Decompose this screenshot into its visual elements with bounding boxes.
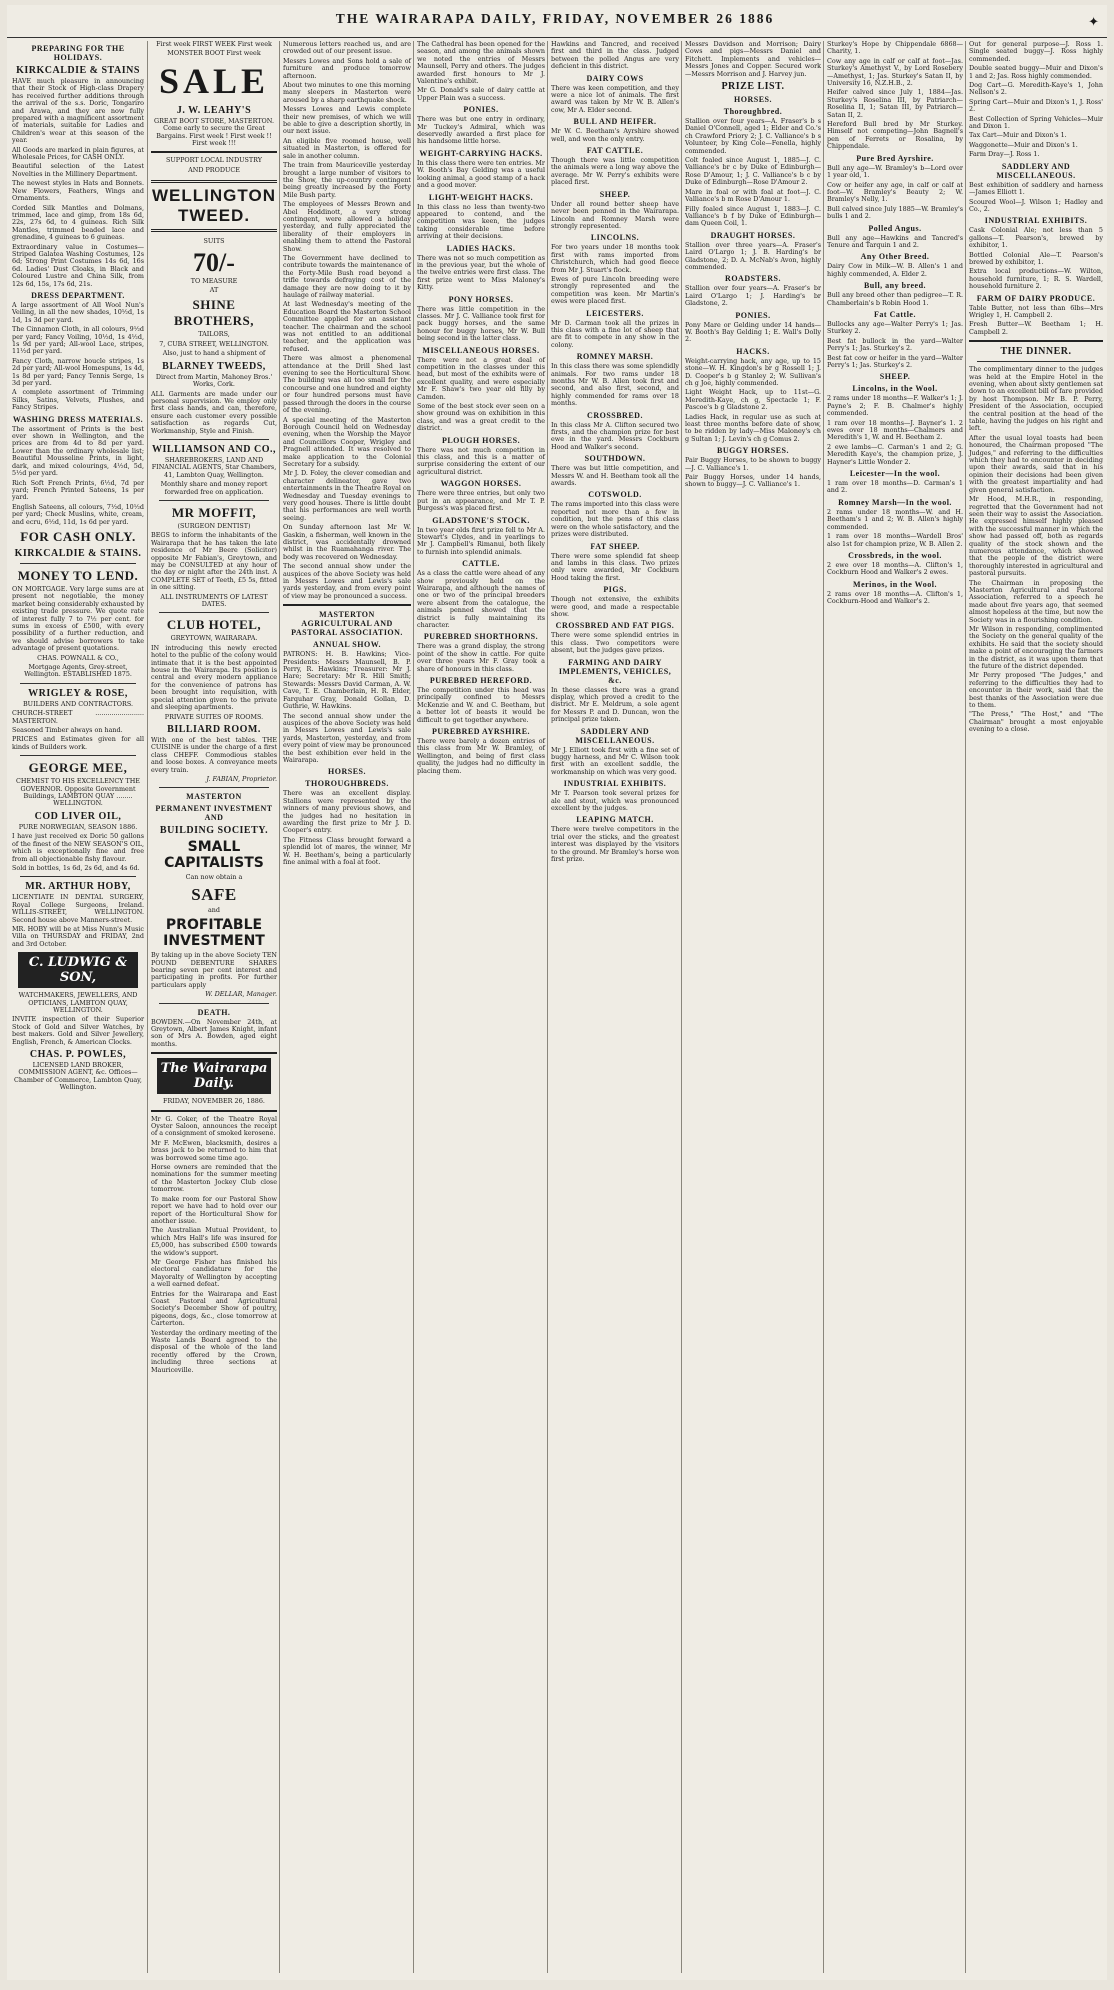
garments-para: ALL Garments are made under our personal supervision. We employ only first class hands, and can, therefore, ensure each customer every possible satisfaction as regards Cut, Workmanship, Style and Finish. <box>151 389 277 435</box>
col5-para-5: Under all round better sheep have never been penned in the Wairarapa. Lincoln and Romney Marsh were strongly represented. <box>551 199 679 230</box>
col8-para-22: "The Press," "The Host," and "The Chairman" brought a most enjoyable evening to a close. <box>969 710 1103 734</box>
wrigley-heading: WRIGLEY & ROSE, <box>28 687 128 699</box>
col8-para-1: Out for general purpose—J. Ross 1. Single seated buggy—J. Ross highly commended. <box>969 41 1103 63</box>
col3-para-1: Numerous letters reached us, and are crowded out of our present issue. <box>283 41 411 56</box>
pony-horses-heading: PONY HORSES. <box>448 294 514 304</box>
billiard-heading: BILLIARD ROOM. <box>167 723 261 735</box>
col7-para-18: 2 rams under 18 months—W. and H. Beetham's 1 and 2; W. B. Allen's highly commended. <box>827 507 963 531</box>
pigs-heading: PIGS. <box>603 585 627 595</box>
col8-para-3: Dog Cart—G. Meredith-Kaye's 1, John Nellson's 2. <box>969 81 1103 97</box>
col6-para-4: Mare in foal or with foal at foot—J. C. Valliance's b m Rose D'Amour 1. <box>685 187 821 204</box>
williamson-para-2: Monthly share and money report forwarded free on application. <box>160 480 268 496</box>
lightweight-hacks-heading: LIGHT-WEIGHT HACKS. <box>428 192 534 202</box>
col8-para-5: Best Collection of Spring Vehicles—Muir and Dixon 1. <box>969 114 1103 131</box>
leaping-heading: LEAPING MATCH. <box>576 815 654 825</box>
col5-para-8: Mr D. Carman took all the prizes in this class with a fine lot of sheep that are fit to compete in any show in the colony. <box>551 318 679 349</box>
bull-heifer-heading: BULL AND HEIFER. <box>573 117 657 127</box>
col3-para-7: The employees of Messrs Brown and Abel Hoddinott, a very strong contingent, were allowed a holiday yesterday, and fully appreciated the liberality of their employers in enabling them to attend the Pastoral Show. <box>283 200 411 253</box>
hoby-heading: MR. ARTHUR HOBY, <box>25 881 131 893</box>
col7-para-11: Bullocks any age—Walter Perry's 1; Jas. Sturkey 2. <box>827 319 963 336</box>
col7-para-10: Bull any breed other than pedigree—T. R. Chamberlain's b Robin Hood 1. <box>827 291 963 307</box>
col4-para-6: In this class no less than twenty-two appeared to contend, and the competition was keen, the judges taking considerable time before arriving at their decisions. <box>417 202 545 241</box>
blarney-para: Direct from Martin, Mahoney Bros.' Works, Cork. <box>155 372 273 389</box>
ayrshire-heading: PUREBRED AYRSHIRE. <box>431 727 531 737</box>
news-para-2: Mr F. McEwen, blacksmith, desires a brass jack to be returned to him that was borrowed some time ago. <box>151 1138 277 1162</box>
col7-para-6: Cow or heifer any age, in calf or calf at foot—W. Bramley's Beauty 2; W. Bramley's Nelly, 1. <box>827 180 963 204</box>
masthead <box>7 5 1107 38</box>
col5-para-11: There was but little competition, and Messrs W. and H. Beetham took all the awards. <box>551 464 679 488</box>
news-para-7: Entries for the Wairarapa and East Coast Pastoral and Agricultural Society's December Show of poultry, pigeons, dogs, &c., close tomorrow at Carterton. <box>151 1289 277 1328</box>
col3-para-15: PATRONS: H. B. Hawkins; Vice-Presidents: Messrs Maunsell, B. P. Perry, R. Hawkins; Treasurer: Mr J. Hare; Secretary: Mr R. Hill Smith; Stewards: Messrs David Carman, A. W. Cave, T. E. Chamberlain, H. R. Elder, Farquhar Gray, Donald Gollan, D. Guthrie, W. Hawkins. <box>283 650 411 711</box>
col6-para-10: Light Weight Hack, up to 11st—G. Meredith-Kaye, ch g, Spectacle 1; F. Pascoe's b g Gladstone 2. <box>685 388 821 412</box>
col8-para-4: Spring Cart—Muir and Dixon's 1, J. Ross' 2. <box>969 97 1103 114</box>
col8-para-13: Extra local productions—W. Wilton, household furniture, 1; R. S. Wardell, household furniture 2. <box>969 267 1103 291</box>
horses-heading: HORSES. <box>328 767 366 777</box>
prize-fat-cattle-heading: Fat Cattle. <box>874 309 916 319</box>
boot-sale-row-1: First week FIRST WEEK First week <box>156 41 272 48</box>
prize-lincolns-heading: Lincolns, in the Wool. <box>852 384 938 394</box>
cod-liver-heading: COD LIVER OIL, <box>34 810 122 822</box>
col5-para-17: Mr J. Elliott took first with a fine set of buggy harness, and Mr C. Wilson took first with an excellent saddle, the workmanship on which was very good. <box>551 745 679 776</box>
col3-para-2: Messrs Lowes and Sons hold a sale of furniture and produce tomorrow afternoon. <box>283 56 411 80</box>
blarney-heading: BLARNEY TWEEDS, <box>162 360 266 372</box>
col3-para-9: At last Wednesday's meeting of the Education Board the Masterton School Committee applied for an assistant teacher. The chairman and the school was not entitled to an additional teacher, and the application was refused. <box>283 300 411 353</box>
col4-para-12: There were three entries, but only two put in an appearance, and Mr T. P. Burgess's was placed first. <box>417 489 545 513</box>
prize-crossbreds-heading: Crossbreds, in the wool. <box>848 550 942 560</box>
col7-para-1: Sturkey's Hope by Chippendale 6868—Charity, 1. <box>827 41 963 56</box>
leicesters-heading: LEICESTERS. <box>586 308 644 318</box>
suits-label: SUITS <box>203 237 225 246</box>
column-4-show-report <box>413 41 548 1973</box>
col5-para-12: The rams imported into this class were reported not more than a few in condition, but the pens of this class were on the whole satisfactory, and the prizes were distributed. <box>551 500 679 539</box>
col8-para-2: Double seated buggy—Muir and Dixon's 1 and 2; Jas. Ross highly commended. <box>969 64 1103 80</box>
col6-para-13: Pair Buggy Horses, under 14 hands, shown to buggy—J. C. Valliance's 1. <box>685 473 821 489</box>
industrial-heading: INDUSTRIAL EXHIBITS. <box>563 779 667 789</box>
fat-cattle-heading: FAT CATTLE. <box>586 146 644 156</box>
waggon-horses-heading: WAGGON HORSES. <box>440 479 522 489</box>
col6-para-6: Stallion over three years—A. Fraser's Laird O'Largo 1; J. B. Harding's br Gladstone, 2; D. A. McNab's Avon, highly commended. <box>685 240 821 271</box>
ludwig-para-2: INVITE inspection of their Superior Stock of Gold and Silver Watches, by best makers. Gold and Silver Jewellery, English, French, & American Clocks. <box>12 1015 144 1046</box>
col7-para-17: 1 ram over 18 months—D. Carman's 1 and 2. <box>827 479 963 495</box>
polled-angus-heading: Polled Angus. <box>868 223 922 233</box>
shine-para-3: Also, just to hand a shipment of <box>162 349 266 358</box>
col5-para-18: Mr T. Pearson took several prizes for ale and stout, which was pronounced excellent by the judges. <box>551 789 679 813</box>
lincolns-heading: LINCOLNS. <box>590 233 640 243</box>
debenture-para: By taking up in the above Society TEN POUND DEBENTURE SHARES bearing seven per cent interest and participating in profits. For further particulars apply <box>151 951 277 989</box>
prize-list-heading: PRIZE LIST. <box>721 81 785 93</box>
saddlery-heading: SADDLERY AND MISCELLANEOUS. <box>575 726 655 745</box>
cod-para-1: PURE NORWEGIAN, SEASON 1886. <box>18 822 138 831</box>
col7-para-4: Hereford Bull bred by Mr Sturkey. Himself not competing—John Bagnell's pen of Ferrets or Rosalina, by Chippendale. <box>827 120 963 151</box>
shine-para-2: 7, CUBA STREET, WELLINGTON. <box>159 339 269 348</box>
news-para-1: Mr G. Coker, of the Theatre Royal Oyster Saloon, announces the receipt of a consignment of smoked kerosene. <box>151 1114 277 1138</box>
wrigley-para-4: PRICES and Estimates given for all kinds of Builders work. <box>12 735 144 751</box>
wrigley-para-3: Seasoned Timber always on hand. <box>12 726 123 735</box>
prize-leicester-heading: Leicester—In the wool. <box>849 469 941 479</box>
williamson-heading: WILLIAMSON AND CO., <box>152 443 276 455</box>
col4-para-14: As a class the cattle were ahead of any show previously held on the Wairarapa, and although the names of one or two of the principal breeders were absent from the catalogue, the animals penned showed that the district is fully maintaining its character. <box>417 569 545 629</box>
masterton-heading: MASTERTON <box>186 792 242 802</box>
col4-para-11: There was not much competition in this class, and this is a matter of surprise considering the extent of our agricultural district. <box>417 445 545 476</box>
pownall-signature: CHAS. POWNALL & CO., <box>37 653 119 662</box>
to-measure-label: TO MEASURE <box>190 276 238 285</box>
masthead-title: THE WAIRARAPA DAILY, FRIDAY, NOVEMBER 26 1886 <box>335 11 775 26</box>
col7-para-15: 1 ram over 18 months—J. Bayner's 1. 2 ewes over 18 months—Chalmers and Meredith's 1, W. and H. Beetham 2. <box>827 418 963 442</box>
leahy-para: GREAT BOOT STORE, MASTERTON. Come early to secure the Great Bargains. First week ! First week !! First week !!! <box>153 116 275 148</box>
col3-para-4: Messrs Lowes and Lewis complete their new premises, of which we will be able to give a description shortly, in our next issue. <box>283 105 411 136</box>
prize-romney-heading: Romney Marsh—In the wool. <box>838 497 952 507</box>
col4-para-17: There were barely a dozen entries of this class from Mr W. Bramley, of Wellington, and being of first class quality, the judges had no difficulty in placing them. <box>417 737 545 775</box>
permanent-heading: PERMANENT INVESTMENT AND <box>155 804 273 823</box>
moffit-para-1: (SURGEON DENTIST) <box>177 521 251 530</box>
washing-para-2: Rich Soft French Prints, 6½d, 7d per yard; French Printed Sateens, 1s per yard. <box>12 478 144 502</box>
column-8-prize-list-dinner <box>965 41 1106 1973</box>
suits-price: 70/- <box>193 247 235 277</box>
powles-heading: CHAS. P. POWLES, <box>29 1049 127 1060</box>
building-society-heading: BUILDING SOCIETY. <box>159 825 269 837</box>
prize-hacks-heading: HACKS. <box>736 346 770 356</box>
dairy-cows-heading: DAIRY COWS <box>586 73 644 83</box>
show-heading: MASTERTON AGRICULTURAL AND PASTORAL ASSOCIATION. <box>291 610 403 638</box>
col4-para-8: There was little competition in the classes. Mr J. C. Valliance took first for pack buggy horses, and the same honour for buggy horses, Mr W. Bull being second in the latter class. <box>417 304 545 343</box>
col8-para-10: Scoured Wool—J. Wilson 1; Hadley and Co., 2. <box>969 197 1103 213</box>
romney-heading: ROMNEY MARSH. <box>576 352 654 362</box>
col3-para-16: The second annual show under the auspices of the above Society was held in Messrs Lowes and Lewis's sale yards, Masterton, yesterday, and from every point of view may be pronounced the best exhibition ever held in the Wairarapa. <box>283 711 411 764</box>
col3-para-13: On Sunday afternoon last Mr W. Gaskin, a fisherman, well known in the district, was accidentally drowned whilst in the Ruamahanga river. The body was recovered on Wednesday. <box>283 523 411 561</box>
col8-para-14: Table Butter, not less than 6lbs—Mrs Wrigley 1, H. Campbell 2. <box>969 303 1103 319</box>
news-para-8: Yesterday the ordinary meeting of the Waste Lands Board agreed to the disposal of the whole of the land recently offered by the Crown, including three sections at Mauriceville. <box>151 1328 277 1374</box>
col3-para-11: A special meeting of the Masterton Borough Council held on Wednesday evening, when the Worship the Mayor and Councillors Cooper, Wrigley and Pragnell attended. It was resolved to make application to the Colonial Secretary for a subsidy. <box>283 415 411 468</box>
dress-para-3: Fancy Cloth, narrow boucle stripes, 1s 2d per yard; All-wool Homespuns, 1s 4d, 1s 8d per yard; Fancy Tennis Serge, 1s 3d per yard. <box>12 356 144 388</box>
crossbred-pigs-heading: CROSSBRED AND FAT PIGS. <box>555 621 675 631</box>
hereford-heading: PUREBRED HEREFORD. <box>429 676 533 685</box>
col6-para-1: Messrs Davidson and Morrison; Dairy Cows and pigs—Messrs Daniel and Fitchett. Implements and vehicles—Messrs Jones and Copper. Secured work—Messrs Morrison and J. Harvey jun. <box>685 41 821 78</box>
col4-para-16: The competition under this head was principally confined to Messrs McKenzie and W. and C. Beetham, but a better lot of beasts it would be difficult to get together anywhere. <box>417 686 545 724</box>
ludwig-heading: C. LUDWIG & SON, <box>18 952 138 988</box>
col6-para-2: Stallion over four years—A. Fraser's b s Daniel O'Connell, aged 1; Elder and Co.'s ch Crawford Priory 2; J. C. Valliance's b s Volunteer, by King Cole—Fenella, highly commended. <box>685 117 821 155</box>
col5-para-6: For two years under 18 months took first with rams imported from Christchurch, which had good fleece from Mr J. Stuart's flock. <box>551 243 679 274</box>
col6-para-8: Pony Mare or Gelding under 14 hands—W. Booth's Bay Gelding 1; E. Wall's Dolly 2. <box>685 320 821 344</box>
col5-para-16: In these classes there was a grand display, which proved a credit to the district. Mr E. Meldrum, a sole agent for Messrs P. and D. Duncan, won the principal prize taken. <box>551 685 679 724</box>
implements-heading: FARMING AND DAIRY IMPLEMENTS, VEHICLES, &c. <box>558 657 672 685</box>
col3-para-3: About two minutes to one this morning many sleepers in Masterton were aroused by a sharp earthquake shock. <box>283 81 411 104</box>
news-para-3: Horse owners are reminded that the nominations for the summer meeting of the Masterton Jockey Club close tomorrow. <box>151 1163 277 1194</box>
col7-para-19: 1 ram over 18 months—Wardell Bros' also 1st for champion prize, W. B. Allen 2. <box>827 532 963 548</box>
col8-para-16: The complimentary dinner to the judges was held at the Empire Hotel in the evening, when about sixty gentlemen sat down to an excellent bill of fare provided by host Thompson. Mr B. P. Perry, President of the Association, occupied the central position at the head of the table, having the judges on his right and left. <box>969 365 1103 433</box>
dress-para-4: A complete assortment of Trimming Silks, Satins, Velvets, Plushes, and Fancy Stripes. <box>12 388 144 412</box>
boot-sale-row-2: MONSTER BOOT First week <box>167 49 261 58</box>
misc-horses-heading: MISCELLANEOUS HORSES. <box>422 345 540 355</box>
kirkcaldie-para-5: Corded Silk Mantles and Dolmans, trimmed, lace and gimp, from 18s 6d, 22s, 27s 6d, to 4 guineas. Rich Silk Mantles, trimmed beaded lace and grenadine, 4 guineas to 6 guineas. <box>12 203 144 242</box>
other-breed-heading: Any Other Breed. <box>860 252 930 262</box>
dinner-heading: THE DINNER. <box>1000 346 1072 358</box>
col8-para-8: Farm Dray—J. Ross 1. <box>969 150 1040 159</box>
cash-only-heading: FOR CASH ONLY. <box>20 528 136 544</box>
col3-para-12: Mr J. D. Foley, the clever comedian and character delineator, gave two entertainments in the Theatre Royal on Wednesday and Tuesday evenings to very good houses. There is little doubt that his performances are well worth seeing. <box>283 469 411 522</box>
safe-heading: SAFE <box>191 884 237 904</box>
col5-para-15: There were some splendid entries in this class. Two competitors were absent, but the judges gave prizes. <box>551 631 679 655</box>
pure-ayrshire-heading: Pure Bred Ayrshire. <box>856 153 934 163</box>
col8-para-15: Fresh Butter—W. Beetham 1; H. Campbell 2. <box>969 320 1103 336</box>
col8-para-17: After the usual loyal toasts had been honoured, the Chairman proposed "The Judges," and referring to the difficulties which they had to encounter in deciding upon their awards, said that in his opinion their decisions had been given with the greatest impartiality and had given general satisfaction. <box>969 433 1103 494</box>
obtain-line: Can now obtain a <box>185 873 243 882</box>
prize-roadsters-heading: ROADSTERS. <box>725 274 781 284</box>
col4-para-13: In two year olds first prize fell to Mr A. Stewart's Clydes, and in yearlings to Mr J. Campbell's Rimanui, both likely to furnish into splendid animals. <box>417 525 545 556</box>
col8-para-20: Mr Wilson in responding, complimented the Society on the general quality of the exhibits. He said that the society should make a point of encouraging the farmers in the district, as it was upon them that the future of the district depended. <box>969 625 1103 671</box>
bull-any-breed-heading: Bull, any breed. <box>863 281 927 291</box>
paper-nameplate: The Wairarapa Daily. <box>157 1058 271 1094</box>
col4-para-2: Mr G. Donald's sale of dairy cattle at Upper Plain was a success. <box>417 86 545 102</box>
kirkcaldie-para-4: The newest styles in Hats and Bonnets. New Flowers, Feathers, Wings and Ornaments. <box>12 179 144 203</box>
col8-para-9: Best exhibition of saddlery and harness—James Elliott 1. <box>969 180 1103 197</box>
col5-para-4: Though there was little competition the animals were a long way above the average. Mr W. Perry's exhibits were placed first. <box>551 156 679 187</box>
col7-para-7: Bull calved since July 1885—W. Bramley's bulls 1 and 2. <box>827 204 963 221</box>
column-6-prize-list <box>681 41 824 1973</box>
prize-merinos-heading: Merinos, in the Wool. <box>853 579 937 589</box>
newspaper-page <box>7 5 1107 1980</box>
news-para-5: The Australian Mutual Provident, to which Mrs Hall's life was insured for £5,000, has subscribed £500 towards the widow's support. <box>151 1226 277 1257</box>
prize-thoroughbred-heading: Thoroughbred. <box>723 107 783 117</box>
wrigley-para-2: CHURCH-STREET ........................ MASTERTON. <box>12 709 144 725</box>
column-3-news <box>279 41 414 1973</box>
corner-mark-icon: ✦ <box>1088 15 1099 30</box>
kirkcaldie-para-2: All Goods are marked in plain figures, at Wholesale Prices, for CASH ONLY. <box>12 145 144 162</box>
crossbred-heading: CROSSBRED. <box>587 410 643 420</box>
pownall-details: Mortgage Agents, Grey-street, Wellington. ESTABLISHED 1875. <box>24 663 132 679</box>
col3-para-6: The train from Mauriceville yesterday brought a large number of visitors to the Show, the up-country contingent being greatly increased by the Forty Mile Bush party. <box>283 161 411 199</box>
prize-industrial-heading: INDUSTRIAL EXHIBITS. <box>984 216 1088 226</box>
col5-para-10: In this class Mr A. Clifton secured two firsts, and the champion prize for best ewe in the yard. Messrs Cockburn Hood and Walker's second. <box>551 420 679 451</box>
col6-para-7: Stallion over four years—A. Fraser's br Laird O'Largo 1; J. Harding's br Gladstone, 2. <box>685 284 821 308</box>
column-7-prize-list <box>823 41 966 1973</box>
news-para-4: To make room for our Pastoral Show report we have had to hold over our report of the Horticultural Show for another issue. <box>151 1194 277 1225</box>
club-para-2: IN introducing this newly erected hotel to the public of the colony would intimate that it is the best appointed house in the Wairarapa. Its position is central and every modern appliance for the convenience of patrons has been brought into requisition, with special attention given to the private and sleeping apartments. <box>151 643 277 712</box>
col8-para-12: Bottled Colonial Ale—T. Pearson's brewed by exhibitor, 1. <box>969 250 1103 266</box>
col4-para-4: There was but one entry in ordinary, Mr Tuckey's Admiral, which was deservedly awarded a first place for his handsome little horse. <box>417 115 545 146</box>
prize-horses-heading: HORSES. <box>734 95 772 105</box>
annual-show-heading: ANNUAL SHOW. <box>313 640 381 650</box>
col8-para-19: The Chairman in proposing the Masterton Agricultural and Pastoral Association, referred to a speech he made about five years ago, that seemed almost hopeless at the time, but now the Society was in a flourishing condition. <box>969 578 1103 624</box>
kirkcaldie-para-1: HAVE much pleasure in announcing that their Stock of High-class Drapery has received further additions through the arrival of the s.s. Doric, Tongariro and Arawa, and they are now fully prepared with a magnificent assortment of materials, suitable for Ladies and Children's wear at this season of the year. <box>12 77 144 145</box>
kirkcaldie-heading: KIRKCALDIE & STAINS <box>16 65 140 76</box>
shine-para-1: TAILORS, <box>198 330 230 339</box>
ladies-hacks-heading: LADIES HACKS. <box>446 243 516 253</box>
col4-para-10: Some of the best stock ever seen on a show ground was on exhibition in this class, and was a great credit to the district. <box>417 402 545 433</box>
holidays-heading: PREPARING FOR THE HOLIDAYS. <box>31 44 125 62</box>
cod-para-3: Sold in bottles, 1s 6d, 2s 6d, and 4s 6d. <box>12 863 140 872</box>
wrigley-para-1: BUILDERS AND CONTRACTORS. <box>22 699 134 708</box>
col7-para-8: Bull any age—Hawkins and Tancred's Tenure and Tarquin 1 and 2. <box>827 233 963 249</box>
dress-para-2: The Cinnamon Cloth, in all colours, 9½d per yard; Fancy Voiling, 10½d, 1s 4½d, 1s 9d per yard; All-wool Lace, stripes, 11½d per yard. <box>12 325 144 356</box>
dellar-signature: W. DELLAR, Manager. <box>205 990 277 999</box>
and-produce-line: AND PRODUCE <box>188 165 240 174</box>
col5-para-7: Ewes of pure Lincoln breeding were strongly represented and the competition was keen. Mr Martin's ewes were placed first. <box>551 274 679 306</box>
col7-para-20: 2 ewe over 18 months—A. Clifton's 1, Cockburn Hood and Walker's 2 ewes. <box>827 560 963 577</box>
col6-para-3: Colt foaled since August 1, 1885—J. C. Valliance's br c by Duke of Edinburgh—Rose D'Amour, 1; J. C. Valliance's b c by Duke of Edinburgh—Rose D'Amour 2. <box>685 156 821 187</box>
mee-para: CHEMIST TO HIS EXCELLENCY THE GOVERNOR. Opposite Government Buildings, LAMBTON QUAY ........ WELLINGTON. <box>16 777 140 808</box>
col4-para-1: The Cathedral has been opened for the season, and among the animals shown we noted the entries of Messrs Maunsell, Perry and others. The judges awarded first honours to Mr J. Valentine's exhibit. <box>417 41 545 86</box>
money-heading: MONEY TO LEND. <box>17 567 139 583</box>
col6-para-11: Ladies Hack, in regular use as such at least three months before date of show, to be ridden by lady—Miss Maloney's ch g Sultan 1; J. Levin's ch g Comus 2. <box>685 412 821 443</box>
williamson-para-1: SHAREBROKERS, LAND AND FINANCIAL AGENTS, Star Chambers, 41, Lambton Quay, Wellington. <box>151 455 277 479</box>
washing-para-1: The assortment of Prints is the best ever shown in Wellington, and the prices are from 4d to 8d per yard. Lower than the ordinary wholesale list; Beautiful Mousseline Prints, in light, dark, and mixed colourings, 4½d, 5d, 5½d per yard. <box>12 424 144 478</box>
col5-para-1: Hawkins and Tancred, and received first and third in the class. Judged between the polled Angus are very deficient in this district. <box>551 41 679 71</box>
and-line: and <box>207 905 221 914</box>
col7-para-3: Heifer calved since July 1, 1884—Jas. Sturkey's Roselina III, by Patriarch—Roselina II, 1; Satan III, by Patriarch—Satan II, 2. <box>827 88 963 119</box>
wellington-tweed-heading: WELLINGTON TWEED. <box>151 180 277 232</box>
col8-para-18: Mr Hood, M.H.R., in responding, regretted that the Government had not seen their way to assist the Association. He expressed himself highly pleased with the successful manner in which the show had passed off, both as regards quality of the stock shown and the numerous attendance, which showed that the people of the district were thoroughly interested in agricultural and pastoral pursuits. <box>969 495 1103 578</box>
col6-para-9: Weight-carrying hack, any age, up to 15 stone—W. H. Kingdon's br g Rossell 1; J. D. Cooper's b g Stanley 2; W. Sullivan's ch g Joe, highly commended. <box>685 356 821 387</box>
col7-para-13: Best fat cow or heifer in the yard—Walter Perry's 1; Jas. Sturkey's 2. <box>827 353 963 369</box>
col4-para-15: There was a grand display, the strong point of the show in cattle. For quite over three years Mr F. Gray took a share of honours in this class. <box>417 642 545 673</box>
col7-para-9: Dairy Cow in Milk—W. B. Allen's 1 and highly commended, A. Elder 2. <box>827 262 963 278</box>
club-hotel-heading: CLUB HOTEL, <box>166 617 262 633</box>
col4-para-5: In this class there were ten entries. Mr W. Booth's Bay Gelding was a useful looking animal, a good stamp of a hack and a good mover. <box>417 158 545 190</box>
hoby-para-1: LICENTIATE IN DENTAL SURGERY, Royal College Surgeons, Ireland. WILLIS-STREET, WELLINGTON. Second house above Manners-street. <box>12 893 144 924</box>
fat-sheep-heading: FAT SHEEP. <box>590 541 640 551</box>
death-heading: DEATH. <box>197 1007 231 1017</box>
at-label: AT <box>209 286 219 295</box>
plough-horses-heading: PLOUGH HORSES. <box>441 435 521 445</box>
col8-para-11: Cask Colonial Ale; not less than 5 gallons—T. Pearson's, brewed by exhibitor, 1. <box>969 226 1103 250</box>
southdown-heading: SOUTHDOWN. <box>584 454 646 464</box>
col7-para-16: 2 ewe lambs—C. Carman's 1 and 2; G. Meredith Kaye's, the champion prize, J. Hayner's Little Wonder 2. <box>827 442 963 466</box>
col7-para-12: Best fat bullock in the yard—Walter Perry's 1; Jas. Sturkey's 2. <box>827 336 963 353</box>
column-5-show-report <box>547 41 682 1973</box>
sheep-heading: SHEEP. <box>599 189 631 199</box>
col7-para-2: Cow any age in calf or calf at foot—Jas. Sturkey's Amethyst V., by Lord Rosebery—Amethyst, 1; Jas. Sturkey's Satan II, by University 16, N.Z.H.B., 2. <box>827 56 963 88</box>
col3-para-17: There was an excellent display. Stallions were represented by the winners of many previous shows, and the judges had no hesitation in awarding the first prize to Mr J. D. Cooper's entry. <box>283 789 411 835</box>
club-para-4: With one of the best tables. THE CUISINE is under the charge of a first class CHEFF. Commodious stables and loose boxes. A conveyance meets every train. <box>151 735 277 774</box>
col8-para-21: Mr Perry proposed "The Judges," and referring to the difficulties they had to encounter in their work, said that the best thanks of the Association were due to them. <box>969 671 1103 710</box>
col3-para-8: The Government have declined to contribute towards the maintenance of the Forty-Mile Bush road beyond a trifle towards defraying cost of the damage they are now doing to it by haulage of railway material. <box>283 253 411 299</box>
washing-heading: WASHING DRESS MATERIALS. <box>12 414 144 424</box>
news-para-6: Mr George Fisher has finished his electoral candidature for the Mayoralty of Wellington by accepting a well earned defeat. <box>151 1257 277 1289</box>
col5-para-3: Mr W. C. Beetham's Ayrshire showed well, and won the only entry. <box>551 127 679 143</box>
col7-para-21: 2 rams over 18 months—A. Clifton's 1, Cockburn-Hood and Walker's 2. <box>827 589 963 606</box>
col6-para-5: Filly foaled since August 1, 1883—J. C. Valliance's b f by Duke of Edinburgh—dam Queen Coil, 1. <box>685 204 821 228</box>
prize-sheep-heading: SHEEP. <box>879 372 911 382</box>
dress-para-1: A large assortment of All Wool Nun's Veiling, in all the new shades, 10½d, 1s 1d, 1s 3d per yard. <box>12 300 144 324</box>
col4-para-9: There were not a great deal of competition in the classes under this head, but most of the exhibits were of excellent quality, and were especially Mr F. Shaw's two year old filly by Camden. <box>417 355 545 401</box>
prize-buggy-heading: BUGGY HORSES. <box>717 446 789 456</box>
moffit-para-3: ALL INSTRUMENTS OF LATEST DATES. <box>160 592 268 609</box>
shorthorns-heading: PUREBRED SHORTHORNS. <box>423 632 539 642</box>
cattle-heading: CATTLE. <box>462 559 500 569</box>
cod-para-2: I have just received ex Doric 50 gallons of the finest of the NEW SEASON'S OIL, which is exceptionally fine and free from all objectionable fishy flavour. <box>12 832 144 863</box>
col8-para-6: Tax Cart—Muir and Dixon's 1. <box>969 131 1067 140</box>
dairy-produce-heading: FARM OF DAIRY PRODUCE. <box>976 293 1096 303</box>
gladstone-stock-heading: GLADSTONE'S STOCK. <box>432 515 530 525</box>
cotswold-heading: COTSWOLD. <box>588 490 642 500</box>
col7-para-14: 2 rams under 18 months—F. Walker's 1; J. Payne's 2; F. B. Chalmer's highly commended. <box>827 394 963 418</box>
col8-para-7: Waggonette—Muir and Dixon's 1. <box>969 140 1078 149</box>
ludwig-para-1: WATCHMAKERS, JEWELLERS, AND OPTICIANS, LAMBTON QUAY, WELLINGTON. <box>18 991 138 1014</box>
mee-heading: GEORGE MEE, <box>28 760 128 776</box>
col5-para-2: There was keen competition, and they were a nice lot of animals. The first award was taken by Mr W. B. Allen's cow, Mr A. Elder second. <box>551 83 679 114</box>
paper-dateline: FRIDAY, NOVEMBER 26, 1886. <box>163 1097 265 1106</box>
col5-para-13: There were some splendid fat sheep and lambs in this class. Two prizes only were awarded, Mr Cockburn Hood taking the first. <box>551 551 679 582</box>
support-local-line: SUPPORT LOCAL INDUSTRY <box>166 156 262 165</box>
col3-para-18: The Fitness Class brought forward a splendid lot of mares, the winner, Mr W. H. Beetham's, being a particularly fine animal with a foal at foot. <box>283 835 411 866</box>
weight-hacks-heading: WEIGHT-CARRYING HACKS. <box>419 148 543 158</box>
column-2-advertisements <box>147 41 280 1973</box>
col4-para-7: There was not so much competition as in the previous year, but the whole of the twelve entries were first class. The first prize went to Miss Maloney's Kitty. <box>417 253 545 292</box>
prize-saddlery-heading: SADDLERY AND MISCELLANEOUS. <box>996 161 1076 180</box>
club-para-1: GREYTOWN, WAIRARAPA. <box>170 634 258 643</box>
col3-para-5: An eligible five roomed house, well situated in Masterton, is offered for sale in another column. <box>283 136 411 160</box>
shine-heading: SHINE BROTHERS, <box>174 297 254 329</box>
col5-para-19: There were twelve competitors in the trial over the sticks, and the greatest interest was displayed by the visitors to the ground. Mr Bramley's horse won first prize. <box>551 825 679 864</box>
small-capitalists-heading: SMALL CAPITALISTS <box>164 839 264 872</box>
fabian-signature: J. FABIAN, Proprietor. <box>206 774 277 783</box>
leahy-heading: J. W. LEAHY'S <box>176 104 252 116</box>
money-para: ON MORTGAGE. Very large sums are at present not negotiable, the money market being considerably exhausted by existing trade pressure. We quote rate of interest fully 7 to 7½ per cent. for sums in excess of £500, with every possibility of a further reduction, and we should advise borrowers to take advantage of present quotations. <box>12 584 144 653</box>
col5-para-9: In this class there was some splendidly animals. For two rams under 18 months Mr W. B. Allen took first and second, and also first, second, and highly commended for rams over 18 months. <box>551 362 679 408</box>
prize-draught-heading: DRAUGHT HORSES. <box>710 230 796 240</box>
prize-ponies-heading: PONIES. <box>735 310 771 320</box>
col3-para-14: The second annual show under the auspices of the above Society was held in Messrs Lowes and Lewis's sale yards yesterday, and from every point of view may be pronounced a success. <box>283 562 411 600</box>
thoroughbreds-heading: THOROUGHBREDS. <box>305 779 389 789</box>
powles-para: LICENSED LAND BROKER, COMMISSION AGENT, &c. Offices—Chamber of Commerce, Lambton Quay, Wellington. <box>14 1061 142 1092</box>
column-1-advertisements <box>9 41 147 1973</box>
sale-heading: SALE <box>158 60 270 101</box>
moffit-heading: MR MOFFIT, <box>171 504 257 520</box>
club-para-3: PRIVATE SUITES OF ROOMS. <box>164 712 264 721</box>
ponies-heading: PONIES. <box>463 105 499 115</box>
washing-para-3: English Sateens, all colours, 7½d, 10½d per yard; Check Muslins, white, cream, and ecru, 6½d, 11d, 1s 6d per yard. <box>12 502 144 526</box>
kirkcaldie-para-6: Extraordinary value in Costumes—Striped Galatea Washing Costumes, 12s 6d; Strong Print Costumes 14s 6d, 16s 6d. Ladies' Dust Cloaks, in Black and Coloured Lustre and China Silk, from 12s 6d, 15s, 17s 6d, 21s. <box>12 242 144 288</box>
col5-para-14: Though not extensive, the exhibits were good, and made a respectable show. <box>551 595 679 618</box>
kirkcaldie-para-3: Beautiful selection of the Latest Novelties in the Millinery Department. <box>12 162 144 178</box>
death-para: BOWDEN.—On November 24th, at Greytown, Albert James Knight, infant son of Mrs A. Bowden, aged eight months. <box>151 1017 277 1048</box>
kirkcaldie-heading-2: KIRKCALDIE & STAINS. <box>14 547 142 559</box>
col6-para-12: Pair Buggy Horses, to be shown to buggy—J. C. Valliance's 1. <box>685 456 821 472</box>
col3-para-10: There was almost a phenomenal attendance at the Drill Shed last evening to see the Horticultural Show. The building was all too small for the concourse and one hundred and eighty or four hundred persons must have passed through the doors in the course of the evening. <box>283 354 411 415</box>
moffit-para-2: BEGS to inform the inhabitants of the Wairarapa that he has taken the late residence of Mr Beere (Solicitor) opposite Mr Fabian's, Greytown, and may be CONSULTED at any hour of the day or night after the 24th inst. A COMPLETE SET of Teeth, £5 5s, fitted in one sitting. <box>151 531 277 592</box>
col7-para-5: Bull any age—W. Bramley's b—Lord over 1 year old, 1. <box>827 163 963 180</box>
profitable-investment-heading: PROFITABLE INVESTMENT <box>163 917 265 950</box>
hoby-para-2: MR. HOBY will be at Miss Nunn's Music Villa on THURSDAY and FRIDAY, 2nd and 3rd October. <box>12 924 144 948</box>
dress-heading: DRESS DEPARTMENT. <box>31 290 125 300</box>
